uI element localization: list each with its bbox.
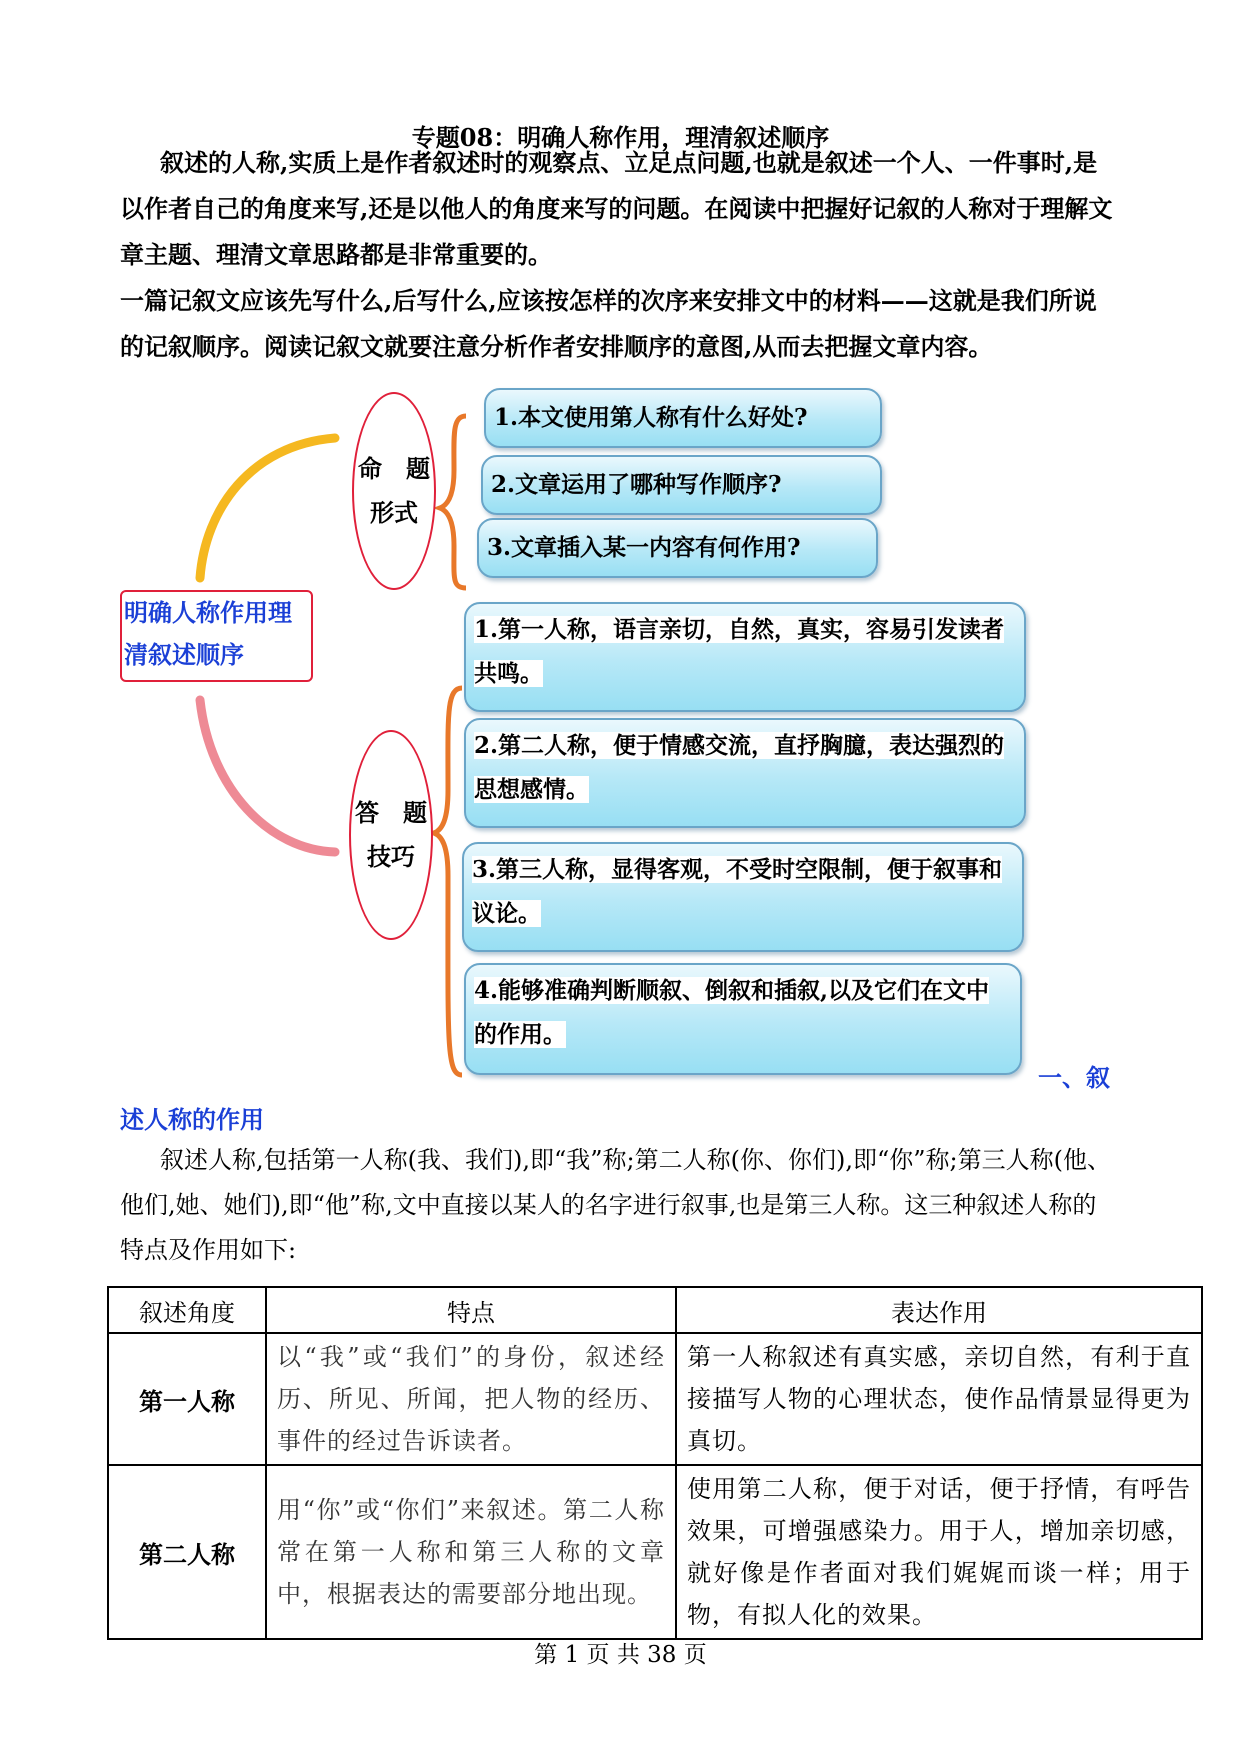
technique-bubble-4 <box>464 963 1022 1075</box>
row-label: 第二人称 <box>108 1465 266 1639</box>
bottom-bracket <box>434 688 462 1075</box>
effect-cell: 使用第二人称，便于对话，便于抒情，有呼告效果，可增强感染力。用于人，增加亲切感，就好像是作者面对我们娓娓而谈一样；用于物，有拟人化的效果。 <box>676 1465 1202 1639</box>
table-row <box>108 1465 1202 1639</box>
feature-cell: 用“你”或“你们”来叙述。第二人称常在第一人称和第三人称的文章中，根据表达的需要部分地出现。 <box>266 1465 676 1639</box>
technique-text-2: 2.第二人称，便于情感交流，直抒胸臆，表达强烈的思想感情。 <box>474 732 1005 803</box>
technique-bubble-3 <box>462 842 1024 952</box>
question-text-1: 1.本文使用第人称有什么好处? <box>494 404 808 431</box>
question-bubble-3 <box>477 518 878 578</box>
mindmap-center: 明确人称作用理清叙述顺序 <box>120 590 313 682</box>
section-heading-part1: 一、叙 <box>1038 1063 1110 1092</box>
feature-cell: 以“我”或“我们”的身份，叙述经历、所见、所闻，把人物的经历、事件的经过告诉读者。 <box>266 1333 676 1465</box>
question-bubble-1 <box>484 388 882 448</box>
branch-answer-skill <box>349 730 433 940</box>
technique-bubble-1 <box>464 602 1026 712</box>
technique-bubble-2 <box>464 718 1026 828</box>
section-text <box>120 1138 1120 1273</box>
technique-text-4: 4.能够准确判断顺叙、倒叙和插叙,以及它们在文中的作用。 <box>474 977 990 1048</box>
effect-cell: 第一人称叙述有真实感，亲切自然，有利于直接描写人物的心理状态，使作品情景显得更为真切。 <box>676 1333 1202 1465</box>
intro-paragraph-2: 一篇记叙文应该先写什么,后写什么,应该按怎样的次序来安排文中的材料——这就是我们所说的记叙顺序。阅读记叙文就要注意分析作者安排顺序的意图,从而去把握文章内容。 <box>120 286 1097 361</box>
branch-bottom-line2: 技巧 <box>367 842 415 871</box>
row-label: 第一人称 <box>108 1333 266 1465</box>
section-paragraph: 叙述人称,包括第一人称(我、我们),即“我”称;第二人称(你、你们),即“你”称;第三人称(他、他们,她、她们),即“他”称,文中直接以某人的名字进行叙事,也是第三人称。这三种叙述人称的特点及作用如下: <box>120 1146 1111 1264</box>
question-text-3: 3.文章插入某一内容有何作用? <box>487 534 801 561</box>
question-bubble-2 <box>481 455 882 515</box>
top-arc <box>200 438 335 578</box>
branch-top-line1: 命 题 <box>358 454 430 483</box>
top-bracket <box>440 416 466 588</box>
bottom-arc <box>200 700 335 852</box>
section-heading-part2: 述人称的作用 <box>120 1105 264 1134</box>
page-title: 专题08：明确人称作用，理清叙述顺序 <box>411 123 830 152</box>
table-header: 表达作用 <box>676 1287 1202 1333</box>
person-table <box>107 1286 1203 1640</box>
page-footer: 第 1 页 共 38 页 <box>534 1642 707 1668</box>
technique-text-3: 3.第三人称，显得客观，不受时空限制，便于叙事和议论。 <box>472 856 1003 927</box>
table-header-row <box>108 1287 1202 1333</box>
technique-text-1: 1.第一人称，语言亲切，自然，真实，容易引发读者共鸣。 <box>474 616 1005 687</box>
branch-question-form <box>352 392 436 590</box>
table-row <box>108 1333 1202 1465</box>
intro-paragraph-1: 叙述的人称,实质上是作者叙述时的观察点、立足点问题,也就是叙述一个人、一件事时,是以作者自己的角度来写,还是以他人的角度来写的问题。在阅读中把握好记叙的人称对于理解文章主题、理清文章思路都是非常重要的。 <box>120 148 1113 269</box>
table-header: 特点 <box>266 1287 676 1333</box>
table-header: 叙述角度 <box>108 1287 266 1333</box>
branch-bottom-line1: 答 题 <box>355 798 427 827</box>
question-text-2: 2.文章运用了哪种写作顺序? <box>491 471 782 498</box>
branch-top-line2: 形式 <box>370 498 418 527</box>
